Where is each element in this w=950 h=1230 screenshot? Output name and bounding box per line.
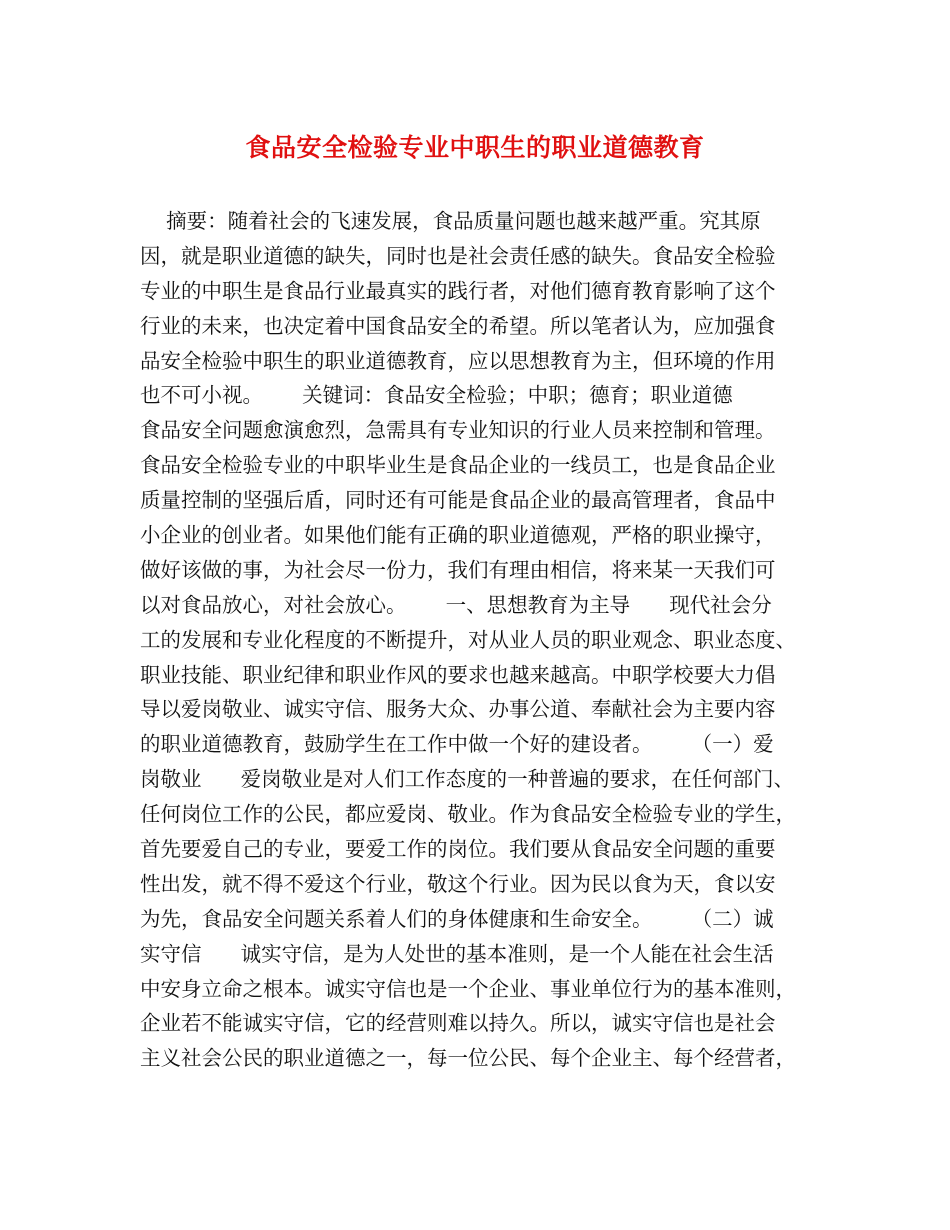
body-line: 中安身立命之根本。诚实守信也是一个企业、事业单位行为的基本准则，	[140, 976, 796, 1001]
body-line: 岗敬业 爱岗敬业是对人们工作态度的一种普遍的要求，在任何部门、	[140, 767, 795, 792]
body-line: 导以爱岗敬业、诚实守信、服务大众、办事公道、奉献社会为主要内容	[140, 697, 776, 722]
body-line: 的职业道德教育，鼓励学生在工作中做一个好的建设者。 （一）爱	[140, 732, 774, 757]
body-line: 专业的中职生是食品行业最真实的践行者，对他们德育教育影响了这个	[140, 278, 776, 303]
body-line: 以对食品放心，对社会放心。 一、思想教育为主导 现代社会分	[140, 592, 772, 617]
body-line: 也不可小视。 关键词：食品安全检验；中职；德育；职业道德	[140, 383, 733, 408]
body-line: 品安全检验中职生的职业道德教育，应以思想教育为主，但环境的作用	[140, 348, 776, 373]
body-line: 职业技能、职业纪律和职业作风的要求也越来越高。中职学校要大力倡	[140, 662, 776, 687]
body-line: 实守信 诚实守信，是为人处世的基本准则，是一个人能在社会生活	[140, 941, 774, 966]
body-line: 食品安全问题愈演愈烈，急需具有专业知识的行业人员来控制和管理。	[140, 418, 776, 443]
body-line: 首先要爱自己的专业，要爱工作的岗位。我们要从食品安全问题的重要	[140, 837, 776, 862]
body-line: 企业若不能诚实守信，它的经营则难以持久。所以，诚实守信也是社会	[140, 1011, 776, 1036]
document-title: 食品安全检验专业中职生的职业道德教育	[245, 133, 705, 162]
body-line: 主义社会公民的职业道德之一，每一位公民、每个企业主、每个经营者，	[140, 1046, 796, 1071]
body-line: 性出发，就不得不爱这个行业，敬这个行业。因为民以食为天，食以安	[140, 871, 776, 896]
body-line: 小企业的创业者。如果他们能有正确的职业道德观，严格的职业操守，	[140, 523, 776, 548]
body-line: 工的发展和专业化程度的不断提升，对从业人员的职业观念、职业态度、	[140, 627, 796, 652]
document-body	[140, 204, 820, 1076]
body-line: 摘要：随着社会的飞速发展，食品质量问题也越来越严重。究其原	[140, 209, 761, 233]
body-line: 因，就是职业道德的缺失，同时也是社会责任感的缺失。食品安全检验	[140, 243, 776, 268]
body-line: 质量控制的坚强后盾，同时还有可能是食品企业的最高管理者，食品中	[140, 488, 776, 513]
body-line: 做好该做的事，为社会尽一份力，我们有理由相信，将来某一天我们可	[140, 557, 776, 582]
body-line: 食品安全检验专业的中职毕业生是食品企业的一线员工，也是食品企业	[140, 453, 776, 478]
body-line: 任何岗位工作的公民，都应爱岗、敬业。作为食品安全检验专业的学生，	[140, 802, 796, 827]
body-line: 为先，食品安全问题关系着人们的身体健康和生命安全。 （二）诚	[140, 906, 774, 931]
body-line: 行业的未来，也决定着中国食品安全的希望。所以笔者认为，应加强食	[140, 313, 776, 338]
